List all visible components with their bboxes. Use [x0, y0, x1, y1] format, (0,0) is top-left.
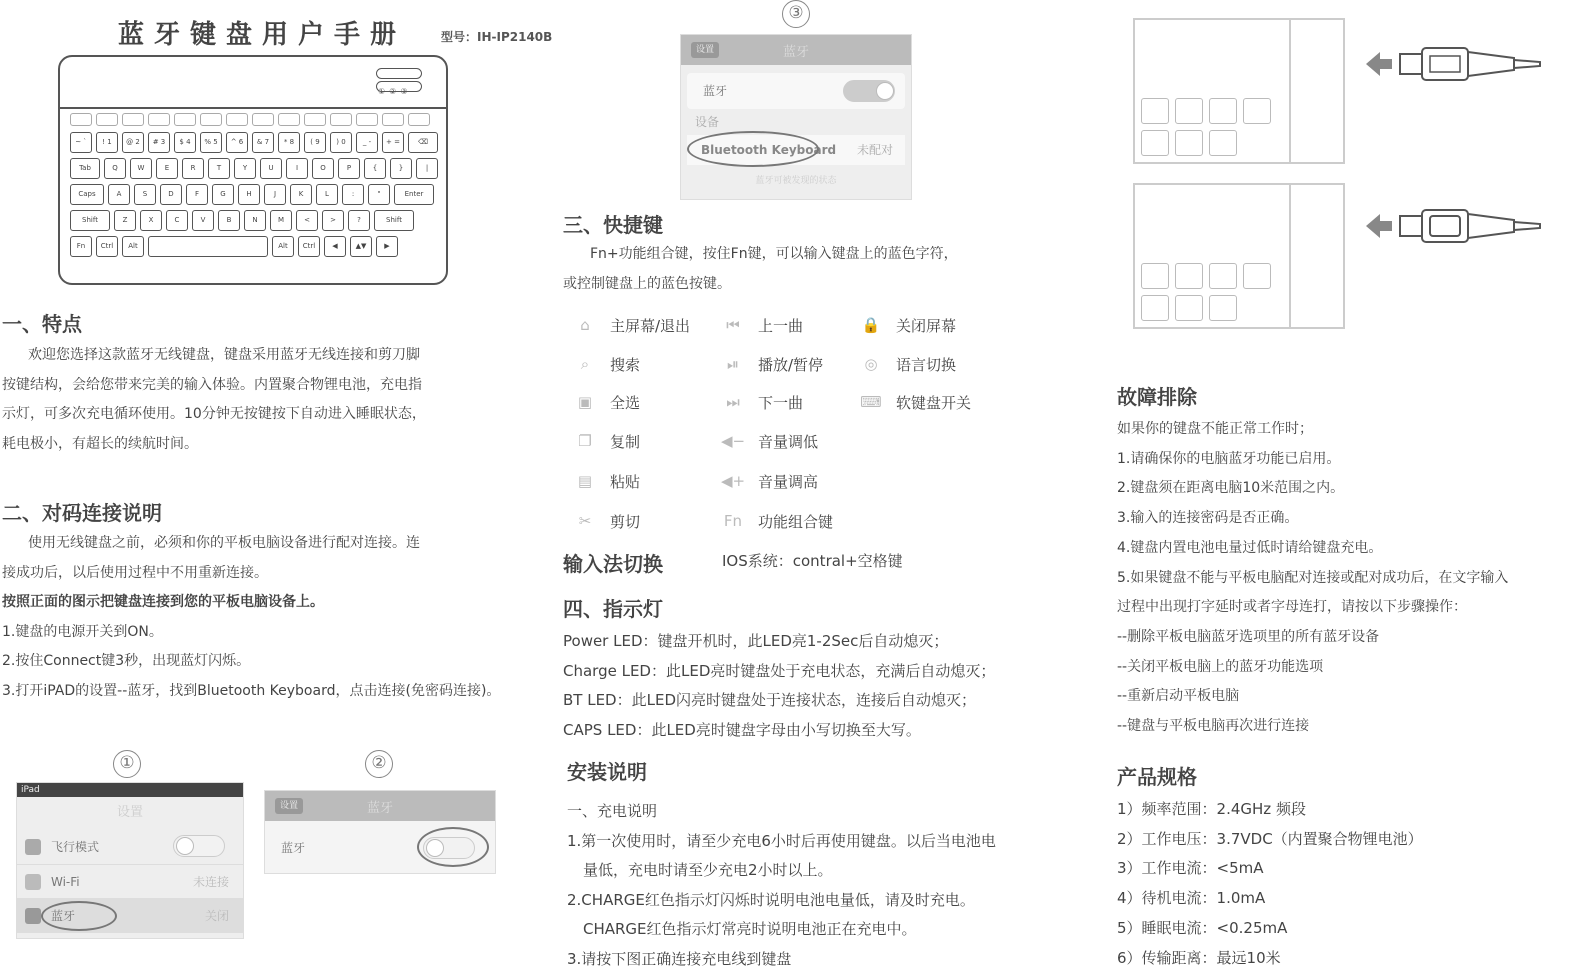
keyboard-key: H — [238, 184, 260, 205]
row-bluetooth-toggle: 蓝牙 — [687, 73, 905, 109]
function-key — [70, 113, 92, 126]
shortcut-column-1 — [574, 305, 714, 541]
keyboard-key: Alt — [122, 236, 144, 257]
keyboard-key: > — [322, 210, 344, 231]
select-all-icon: ▣ — [577, 393, 593, 411]
keyboard-key: ◀ — [324, 236, 346, 257]
function-key-row — [70, 113, 430, 126]
led-marks: ①②③ — [378, 87, 412, 96]
function-key — [330, 113, 352, 126]
step-2-number: ② — [365, 750, 393, 778]
troubleshooting-body: 如果你的键盘不能正常工作时； 1.请确保你的电脑蓝牙功能已启用。 2.键盘须在距离电脑10米范围之内。 3.输入的连接密码是否正确。 4.键盘内置电池电量过低时请给键盘充电。 5.如果键盘不能与平板电脑配对连接或配对成功后，在文字输入 过程中出现打字延时或者字母连打，请按以下步骤操作： --删除平板电脑蓝牙选项里的所有蓝牙设备 --关闭平板电脑上的蓝牙功能选项 --重新启动平板电脑 --键盘与平板电脑再次进行连接 — [1117, 421, 1509, 735]
shortcut-search: ⌕ 搜索 — [574, 345, 714, 383]
keyboard-key: M — [270, 210, 292, 231]
search-icon: ⌕ — [580, 355, 590, 373]
install-body: 一、充电说明 1.第一次使用时，请至少充电6小时后再使用键盘。以后当电池电 量低，充电时请至少充电2小时以上。 2.CHARGE红色指示灯闪烁时说明电池电量低，请及时充电。 CHARGE红色指示灯常亮时说明电池正在充电中。 3.请按下图正确连接充电线到键盘 — [567, 802, 996, 968]
shortcut-play-pause: ⏯ 播放/暂停 — [722, 345, 862, 383]
keyboard-key: L — [316, 184, 338, 205]
bluetooth-nav-bar: 设置 蓝牙 — [681, 35, 911, 65]
keyboard-key — [148, 236, 268, 257]
function-key — [148, 113, 170, 126]
keyboard-key: % 5 — [200, 132, 222, 153]
device-status-bar: iPad — [17, 783, 243, 797]
keyboard-key: Enter — [394, 184, 434, 205]
keyboard-key: S — [134, 184, 156, 205]
shortcut-volume-up: ◀+ 音量调高 — [720, 472, 819, 491]
qwerty-key-row — [70, 158, 438, 179]
keyboard-key: Alt — [272, 236, 294, 257]
paste-icon: ▤ — [577, 472, 593, 490]
section-shortcuts-heading: 三、快捷键 — [563, 213, 663, 237]
home-icon: ⌂ — [580, 316, 590, 334]
keyboard-key: T — [208, 158, 230, 179]
shortcut-language-switch: ◎ 语言切换 — [860, 345, 1020, 383]
shortcut-fn: Fn 功能组合键 — [723, 512, 834, 531]
keyboard-key: @ 2 — [122, 132, 144, 153]
keyboard-key: Fn — [70, 236, 92, 257]
row-bluetooth-keyboard: Bluetooth Keyboard 未配对 — [687, 135, 905, 165]
keyboard-key: ? — [348, 210, 370, 231]
volume-down-icon: ◀− — [720, 432, 746, 450]
shortcuts-intro-line2: 或控制键盘上的蓝色按键。 — [563, 276, 731, 292]
keyboard-key: E — [156, 158, 178, 179]
airplane-icon — [25, 839, 41, 855]
install-heading: 安装说明 — [567, 760, 647, 784]
power-switch — [376, 68, 422, 79]
highlight-oval — [41, 901, 117, 931]
previous-track-icon: ⏮ — [726, 316, 740, 334]
keyboard-key: J — [264, 184, 286, 205]
keyboard-key: < — [296, 210, 318, 231]
space-key-row — [70, 236, 398, 257]
keyboard-key: ^ 6 — [226, 132, 248, 153]
keyboard-key: } — [390, 158, 412, 179]
devices-label: 设备 — [695, 115, 720, 129]
usb-cable-icon — [1364, 44, 1542, 84]
section-led-body: Power LED：键盘开机时，此LED亮1-2Sec后自动熄灭； Charge LED：此LED亮时键盘处于充电状态，充满后自动熄灭； BT LED：此LED闪亮时键盘处于连接状态，连接后自动熄灭； CAPS LED：此LED亮时键盘字母由小写切换至大写。 — [563, 632, 996, 739]
fn-key-icon: Fn — [723, 512, 743, 530]
usb-cable-icon — [1364, 206, 1542, 246]
copy-icon: ❐ — [578, 432, 592, 450]
screenshot-bluetooth-off — [264, 790, 496, 874]
keyboard-key: W — [130, 158, 152, 179]
keyboard-key: C — [166, 210, 188, 231]
function-key — [226, 113, 248, 126]
shortcut-lock-screen: 🔒 关闭屏幕 — [861, 316, 957, 335]
volume-up-icon: ◀+ — [720, 472, 746, 490]
keyboard-key: P — [338, 158, 360, 179]
shift-key-row — [70, 210, 414, 231]
specs-body: 1）频率范围：2.4GHz 频段 2）工作电压：3.7VDC（内置聚合物锂电池） 3）工作电流：<5mA 4）待机电流：1.0mA 5）睡眠电流：<0.25mA 6）传输距离：最远10米 — [1117, 800, 1423, 967]
keyboard-key: _ - — [356, 132, 378, 153]
shortcut-home: ⌂ 主屏幕/退出 — [574, 305, 714, 345]
keyboard-key: ⌫ — [408, 132, 438, 153]
keyboard-key: + = — [382, 132, 404, 153]
function-key — [252, 113, 274, 126]
play-pause-icon: ⏯ — [726, 355, 739, 373]
number-key-row — [70, 132, 438, 153]
keyboard-key: R — [182, 158, 204, 179]
charging-diagram-bottom — [1133, 183, 1345, 329]
shortcut-previous-track: ⏮ 上一曲 — [722, 305, 862, 345]
shortcut-soft-keyboard: ⌨ 软键盘开关 — [860, 393, 972, 412]
function-key — [382, 113, 404, 126]
keyboard-key: O — [312, 158, 334, 179]
keyboard-illustration — [58, 55, 448, 285]
shortcut-cut: ✂ 剪切 — [574, 501, 714, 541]
airplane-toggle — [173, 835, 225, 857]
keyboard-key: Caps — [70, 184, 104, 205]
keyboard-icon: ⌨ — [860, 393, 882, 411]
keyboard-key: ( 9 — [304, 132, 326, 153]
keyboard-key: Ctrl — [298, 236, 320, 257]
home-key-row — [70, 184, 434, 205]
keyboard-key: * 8 — [278, 132, 300, 153]
function-key — [356, 113, 378, 126]
shortcut-next-track: ⏭ 下一曲 — [722, 383, 862, 421]
step-1-number: ① — [113, 750, 141, 778]
shortcut-column-2 — [722, 305, 862, 541]
settings-title: 设置 — [116, 805, 143, 820]
highlight-oval — [417, 827, 489, 867]
model-number: 型号：IH-IP2140B — [441, 30, 553, 44]
shortcut-copy: ❐ 复制 — [574, 421, 714, 461]
keyboard-key: ! 1 — [96, 132, 118, 153]
section-pairing-heading: 二、对码连接说明 — [2, 501, 162, 525]
section-led-heading: 四、指示灯 — [563, 597, 663, 621]
function-key — [96, 113, 118, 126]
keyboard-key: G — [212, 184, 234, 205]
highlight-oval — [687, 131, 819, 167]
shortcut-column-3 — [860, 305, 1020, 421]
keyboard-key: ~ ` — [70, 132, 92, 153]
keyboard-key: Ctrl — [96, 236, 118, 257]
function-key — [174, 113, 196, 126]
keyboard-key: D — [160, 184, 182, 205]
step-3-number: ③ — [782, 0, 810, 28]
keyboard-key: " — [368, 184, 390, 205]
globe-icon: ◎ — [864, 355, 878, 373]
bluetooth-icon — [25, 908, 41, 924]
function-key — [304, 113, 326, 126]
keyboard-key: $ 4 — [174, 132, 196, 153]
keyboard-key: Tab — [70, 158, 100, 179]
keyboard-key: Q — [104, 158, 126, 179]
keyboard-key: F — [186, 184, 208, 205]
lock-icon: 🔒 — [861, 316, 881, 334]
function-key — [200, 113, 222, 126]
keyboard-key: { — [364, 158, 386, 179]
row-airplane-mode: 飞行模式 — [17, 829, 243, 865]
section-features-body: 欢迎您选择这款蓝牙无线键盘，键盘采用蓝牙无线连接和剪刀脚 按键结构，会给您带来完美的输入体验。内置聚合物锂电池，充电指 示灯，可多次充电循环使用。10分钟无按键按下自动进入睡眠状态， 耗电极小，有超长的续航时间。 — [2, 347, 426, 452]
keyboard-key: ▲▼ — [350, 236, 372, 257]
keyboard-key: ▶ — [376, 236, 398, 257]
keyboard-key: & 7 — [252, 132, 274, 153]
wifi-icon — [25, 874, 41, 890]
shortcuts-intro-line1: Fn+功能组合键，按住Fn键，可以输入键盘上的蓝色字符， — [590, 246, 958, 262]
row-bluetooth-toggle: 蓝牙 — [265, 821, 495, 874]
troubleshooting-heading: 故障排除 — [1117, 385, 1197, 409]
keyboard-key: Z — [114, 210, 136, 231]
keyboard-key: A — [108, 184, 130, 205]
keyboard-key: B — [218, 210, 240, 231]
next-track-icon: ⏭ — [726, 393, 740, 411]
keyboard-key: | — [416, 158, 438, 179]
charging-diagram-top — [1133, 18, 1345, 164]
discoverable-hint: 蓝牙可被发现的状态 — [755, 176, 837, 186]
page-title: 蓝牙键盘用户手册 — [118, 20, 407, 50]
row-wifi: Wi-Fi 未连接 — [17, 865, 243, 899]
bluetooth-nav-bar: 设置 蓝牙 — [265, 791, 495, 821]
function-key — [408, 113, 430, 126]
keyboard-key: V — [192, 210, 214, 231]
keyboard-key: # 3 — [148, 132, 170, 153]
keyboard-key: I — [286, 158, 308, 179]
shortcut-volume-down: ◀− 音量调低 — [720, 432, 819, 451]
ime-heading: 输入法切换 — [563, 552, 663, 576]
section-pairing-body: 使用无线键盘之前，必须和你的平板电脑设备进行配对连接。连 接成功后，以后使用过程中不用重新连接。 按照正面的图示把键盘连接到您的平板电脑设备上。 1.键盘的电源开关到ON。 2.按住Connect键3秒，出现蓝灯闪烁。 3.打开iPAD的设置--蓝牙，找到Bluetooth Keyboard，点击连接(免密码连接)。 — [2, 535, 501, 699]
keyboard-key: Shift — [374, 210, 414, 231]
keyboard-key: K — [290, 184, 312, 205]
keyboard-key: U — [260, 158, 282, 179]
keyboard-key: Shift — [70, 210, 110, 231]
shortcut-select-all: ▣ 全选 — [574, 383, 714, 421]
keyboard-key: X — [140, 210, 162, 231]
screenshot-settings — [16, 782, 244, 939]
bluetooth-toggle — [843, 80, 895, 102]
section-features-heading: 一、特点 — [2, 312, 82, 336]
keyboard-key: : — [342, 184, 364, 205]
shortcut-paste: ▤ 粘贴 — [574, 461, 714, 501]
screenshot-bluetooth-on — [680, 34, 912, 200]
scissors-icon: ✂ — [578, 512, 592, 530]
keyboard-key: N — [244, 210, 266, 231]
keyboard-key: Y — [234, 158, 256, 179]
row-bluetooth: 蓝牙 关闭 — [17, 899, 243, 933]
specs-heading: 产品规格 — [1117, 765, 1197, 789]
ime-text: IOS系统：contral+空格键 — [722, 552, 903, 570]
function-key — [278, 113, 300, 126]
function-key — [122, 113, 144, 126]
keyboard-key: ) 0 — [330, 132, 352, 153]
